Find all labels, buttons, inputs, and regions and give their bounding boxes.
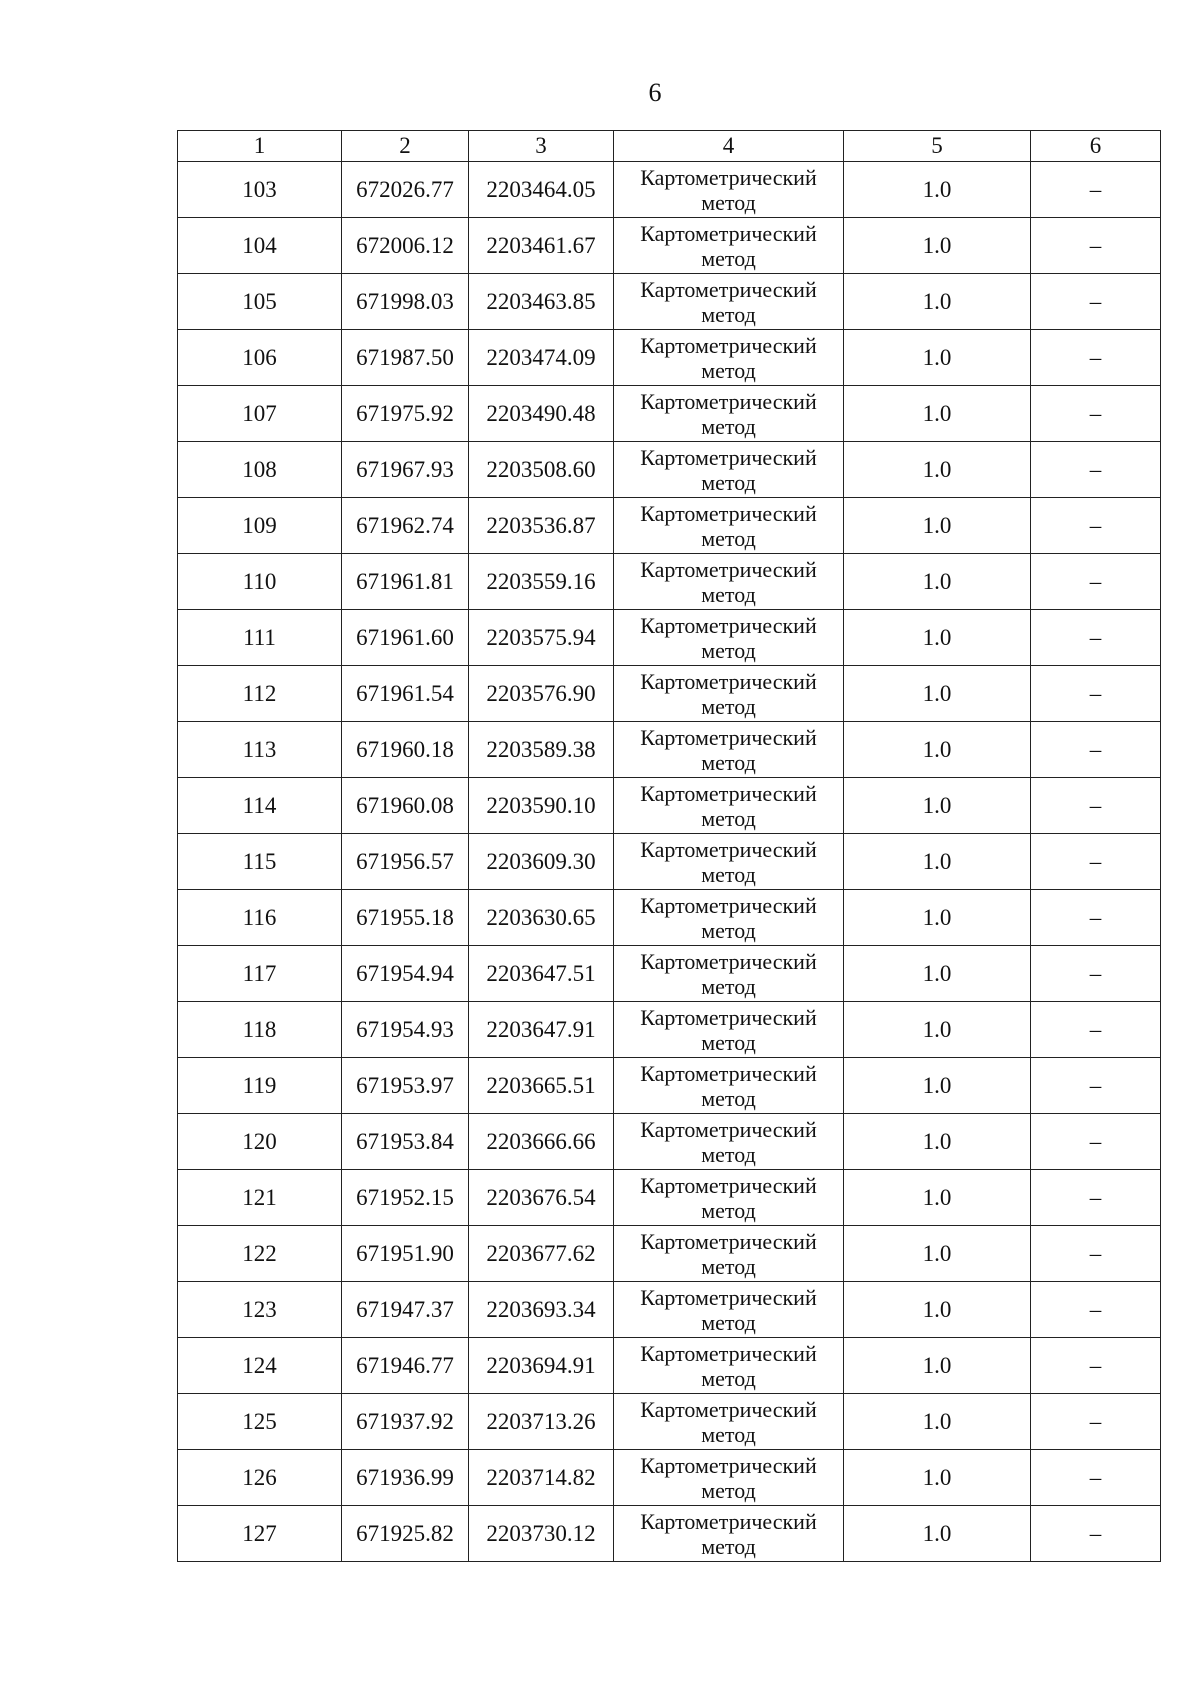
method-line-2: метод [701, 973, 756, 999]
y-coordinate-cell: 2203559.16 [469, 554, 614, 610]
method-line-2: метод [701, 1085, 756, 1111]
method-line-2: метод [701, 1365, 756, 1391]
table-row [178, 722, 1161, 778]
y-coordinate-cell: 2203464.05 [469, 162, 614, 218]
note-cell: – [1031, 1170, 1161, 1226]
note-cell: – [1031, 162, 1161, 218]
note-cell: – [1031, 1338, 1161, 1394]
accuracy-cell: 1.0 [844, 386, 1031, 442]
x-coordinate-cell: 671975.92 [342, 386, 469, 442]
x-coordinate-cell: 671946.77 [342, 1338, 469, 1394]
y-coordinate-cell: 2203665.51 [469, 1058, 614, 1114]
accuracy-cell: 1.0 [844, 1058, 1031, 1114]
accuracy-cell: 1.0 [844, 1282, 1031, 1338]
y-coordinate-cell: 2203630.65 [469, 890, 614, 946]
accuracy-cell: 1.0 [844, 946, 1031, 1002]
accuracy-cell: 1.0 [844, 554, 1031, 610]
method-line-1: Картометрический [640, 276, 817, 302]
method-line-2: метод [701, 245, 756, 271]
page-number: 6 [648, 78, 662, 107]
method-line-2: метод [701, 1197, 756, 1223]
accuracy-cell: 1.0 [844, 1338, 1031, 1394]
table-row [178, 666, 1161, 722]
note-cell: – [1031, 890, 1161, 946]
note-cell: – [1031, 554, 1161, 610]
method-line-1: Картометрический [640, 1284, 817, 1310]
table-row [178, 610, 1161, 666]
table-row [178, 1170, 1161, 1226]
note-cell: – [1031, 1114, 1161, 1170]
method-cell [614, 274, 844, 330]
x-coordinate-cell: 671956.57 [342, 834, 469, 890]
note-cell: – [1031, 1002, 1161, 1058]
point-number-cell: 116 [178, 890, 342, 946]
note-cell: – [1031, 666, 1161, 722]
x-coordinate-cell: 671953.84 [342, 1114, 469, 1170]
point-number-cell: 113 [178, 722, 342, 778]
table-row [178, 1338, 1161, 1394]
method-line-1: Картометрический [640, 556, 817, 582]
method-cell [614, 1338, 844, 1394]
accuracy-cell: 1.0 [844, 274, 1031, 330]
method-line-1: Картометрический [640, 1396, 817, 1422]
method-line-2: метод [701, 1421, 756, 1447]
table-row [178, 386, 1161, 442]
note-cell: – [1031, 1450, 1161, 1506]
point-number-cell: 103 [178, 162, 342, 218]
x-coordinate-cell: 672006.12 [342, 218, 469, 274]
method-line-1: Картометрический [640, 1508, 817, 1534]
y-coordinate-cell: 2203694.91 [469, 1338, 614, 1394]
method-line-2: метод [701, 189, 756, 215]
method-cell [614, 1058, 844, 1114]
table-row [178, 1226, 1161, 1282]
y-coordinate-cell: 2203730.12 [469, 1506, 614, 1562]
accuracy-cell: 1.0 [844, 1450, 1031, 1506]
y-coordinate-cell: 2203647.51 [469, 946, 614, 1002]
method-line-2: метод [701, 525, 756, 551]
method-line-1: Картометрический [640, 388, 817, 414]
method-line-2: метод [701, 469, 756, 495]
method-line-1: Картометрический [640, 500, 817, 526]
y-coordinate-cell: 2203693.34 [469, 1282, 614, 1338]
method-line-2: метод [701, 413, 756, 439]
table-row [178, 1282, 1161, 1338]
table-row [178, 1002, 1161, 1058]
point-number-cell: 121 [178, 1170, 342, 1226]
y-coordinate-cell: 2203536.87 [469, 498, 614, 554]
table-body [178, 162, 1161, 1562]
accuracy-cell: 1.0 [844, 722, 1031, 778]
method-line-1: Картометрический [640, 668, 817, 694]
method-cell [614, 610, 844, 666]
y-coordinate-cell: 2203713.26 [469, 1394, 614, 1450]
method-line-2: метод [701, 917, 756, 943]
point-number-cell: 127 [178, 1506, 342, 1562]
x-coordinate-cell: 671952.15 [342, 1170, 469, 1226]
x-coordinate-cell: 671937.92 [342, 1394, 469, 1450]
method-line-2: метод [701, 637, 756, 663]
table-row [178, 1506, 1161, 1562]
y-coordinate-cell: 2203576.90 [469, 666, 614, 722]
x-coordinate-cell: 671953.97 [342, 1058, 469, 1114]
method-line-1: Картометрический [640, 1004, 817, 1030]
method-line-2: метод [701, 357, 756, 383]
point-number-cell: 122 [178, 1226, 342, 1282]
method-cell [614, 1282, 844, 1338]
note-cell: – [1031, 330, 1161, 386]
header-cell-6: 6 [1031, 131, 1161, 162]
y-coordinate-cell: 2203575.94 [469, 610, 614, 666]
header-cell-5: 5 [844, 131, 1031, 162]
method-line-2: метод [701, 1253, 756, 1279]
point-number-cell: 115 [178, 834, 342, 890]
point-number-cell: 111 [178, 610, 342, 666]
method-line-1: Картометрический [640, 1452, 817, 1478]
accuracy-cell: 1.0 [844, 1506, 1031, 1562]
method-cell [614, 442, 844, 498]
method-cell [614, 162, 844, 218]
accuracy-cell: 1.0 [844, 1394, 1031, 1450]
method-cell [614, 218, 844, 274]
method-cell [614, 1170, 844, 1226]
method-line-1: Картометрический [640, 444, 817, 470]
point-number-cell: 118 [178, 1002, 342, 1058]
table-row [178, 218, 1161, 274]
x-coordinate-cell: 671961.81 [342, 554, 469, 610]
method-cell [614, 722, 844, 778]
note-cell: – [1031, 1282, 1161, 1338]
x-coordinate-cell: 671954.93 [342, 1002, 469, 1058]
point-number-cell: 117 [178, 946, 342, 1002]
method-cell [614, 946, 844, 1002]
note-cell: – [1031, 610, 1161, 666]
method-line-2: метод [701, 1477, 756, 1503]
accuracy-cell: 1.0 [844, 498, 1031, 554]
method-line-2: метод [701, 301, 756, 327]
x-coordinate-cell: 671961.60 [342, 610, 469, 666]
y-coordinate-cell: 2203676.54 [469, 1170, 614, 1226]
note-cell: – [1031, 778, 1161, 834]
accuracy-cell: 1.0 [844, 1226, 1031, 1282]
point-number-cell: 110 [178, 554, 342, 610]
note-cell: – [1031, 834, 1161, 890]
point-number-cell: 106 [178, 330, 342, 386]
y-coordinate-cell: 2203474.09 [469, 330, 614, 386]
method-line-1: Картометрический [640, 948, 817, 974]
method-cell [614, 1450, 844, 1506]
note-cell: – [1031, 274, 1161, 330]
y-coordinate-cell: 2203647.91 [469, 1002, 614, 1058]
note-cell: – [1031, 1506, 1161, 1562]
table-row [178, 274, 1161, 330]
y-coordinate-cell: 2203490.48 [469, 386, 614, 442]
header-cell-2: 2 [342, 131, 469, 162]
x-coordinate-cell: 671987.50 [342, 330, 469, 386]
point-number-cell: 126 [178, 1450, 342, 1506]
x-coordinate-cell: 671960.18 [342, 722, 469, 778]
y-coordinate-cell: 2203461.67 [469, 218, 614, 274]
method-line-1: Картометрический [640, 332, 817, 358]
accuracy-cell: 1.0 [844, 218, 1031, 274]
x-coordinate-cell: 671960.08 [342, 778, 469, 834]
note-cell: – [1031, 386, 1161, 442]
note-cell: – [1031, 722, 1161, 778]
method-line-2: метод [701, 749, 756, 775]
table-row [178, 498, 1161, 554]
table-row [178, 1450, 1161, 1506]
method-cell [614, 666, 844, 722]
accuracy-cell: 1.0 [844, 162, 1031, 218]
method-cell [614, 1002, 844, 1058]
x-coordinate-cell: 671951.90 [342, 1226, 469, 1282]
x-coordinate-cell: 671961.54 [342, 666, 469, 722]
note-cell: – [1031, 218, 1161, 274]
x-coordinate-cell: 671955.18 [342, 890, 469, 946]
method-line-1: Картометрический [640, 724, 817, 750]
point-number-cell: 124 [178, 1338, 342, 1394]
y-coordinate-cell: 2203609.30 [469, 834, 614, 890]
method-line-1: Картометрический [640, 1172, 817, 1198]
method-line-2: метод [701, 805, 756, 831]
point-number-cell: 125 [178, 1394, 342, 1450]
method-line-1: Картометрический [640, 612, 817, 638]
y-coordinate-cell: 2203589.38 [469, 722, 614, 778]
header-cell-4: 4 [614, 131, 844, 162]
header-cell-3: 3 [469, 131, 614, 162]
method-line-1: Картометрический [640, 1116, 817, 1142]
table-row [178, 162, 1161, 218]
table-row [178, 890, 1161, 946]
method-line-2: метод [701, 1533, 756, 1559]
point-number-cell: 114 [178, 778, 342, 834]
method-cell [614, 386, 844, 442]
note-cell: – [1031, 1058, 1161, 1114]
method-cell [614, 330, 844, 386]
note-cell: – [1031, 1394, 1161, 1450]
accuracy-cell: 1.0 [844, 1002, 1031, 1058]
method-line-1: Картометрический [640, 892, 817, 918]
note-cell: – [1031, 498, 1161, 554]
table-row [178, 834, 1161, 890]
point-number-cell: 112 [178, 666, 342, 722]
x-coordinate-cell: 671962.74 [342, 498, 469, 554]
table-row [178, 946, 1161, 1002]
point-number-cell: 120 [178, 1114, 342, 1170]
method-cell [614, 834, 844, 890]
table-header [178, 131, 1161, 162]
point-number-cell: 109 [178, 498, 342, 554]
method-cell [614, 1114, 844, 1170]
point-number-cell: 107 [178, 386, 342, 442]
method-cell [614, 1394, 844, 1450]
table-row [178, 1394, 1161, 1450]
y-coordinate-cell: 2203508.60 [469, 442, 614, 498]
method-line-1: Картометрический [640, 780, 817, 806]
point-number-cell: 105 [178, 274, 342, 330]
y-coordinate-cell: 2203714.82 [469, 1450, 614, 1506]
x-coordinate-cell: 671947.37 [342, 1282, 469, 1338]
accuracy-cell: 1.0 [844, 666, 1031, 722]
point-number-cell: 108 [178, 442, 342, 498]
method-line-1: Картометрический [640, 1060, 817, 1086]
x-coordinate-cell: 671925.82 [342, 1506, 469, 1562]
method-line-2: метод [701, 581, 756, 607]
method-line-2: метод [701, 1309, 756, 1335]
coordinates-table [177, 130, 1161, 1562]
point-number-cell: 119 [178, 1058, 342, 1114]
x-coordinate-cell: 672026.77 [342, 162, 469, 218]
method-cell [614, 890, 844, 946]
method-line-1: Картометрический [640, 1228, 817, 1254]
accuracy-cell: 1.0 [844, 1114, 1031, 1170]
note-cell: – [1031, 1226, 1161, 1282]
accuracy-cell: 1.0 [844, 330, 1031, 386]
accuracy-cell: 1.0 [844, 834, 1031, 890]
method-line-1: Картометрический [640, 220, 817, 246]
table-row [178, 1114, 1161, 1170]
x-coordinate-cell: 671936.99 [342, 1450, 469, 1506]
y-coordinate-cell: 2203590.10 [469, 778, 614, 834]
method-line-1: Картометрический [640, 836, 817, 862]
header-cell-1: 1 [178, 131, 342, 162]
method-line-2: метод [701, 1141, 756, 1167]
method-cell [614, 1226, 844, 1282]
method-line-2: метод [701, 861, 756, 887]
y-coordinate-cell: 2203463.85 [469, 274, 614, 330]
method-cell [614, 554, 844, 610]
method-line-2: метод [701, 1029, 756, 1055]
accuracy-cell: 1.0 [844, 442, 1031, 498]
y-coordinate-cell: 2203677.62 [469, 1226, 614, 1282]
table-row [178, 330, 1161, 386]
accuracy-cell: 1.0 [844, 610, 1031, 666]
note-cell: – [1031, 946, 1161, 1002]
accuracy-cell: 1.0 [844, 1170, 1031, 1226]
y-coordinate-cell: 2203666.66 [469, 1114, 614, 1170]
table-row [178, 554, 1161, 610]
method-cell [614, 498, 844, 554]
accuracy-cell: 1.0 [844, 890, 1031, 946]
method-cell [614, 1506, 844, 1562]
point-number-cell: 104 [178, 218, 342, 274]
x-coordinate-cell: 671998.03 [342, 274, 469, 330]
note-cell: – [1031, 442, 1161, 498]
method-line-1: Картометрический [640, 1340, 817, 1366]
point-number-cell: 123 [178, 1282, 342, 1338]
x-coordinate-cell: 671954.94 [342, 946, 469, 1002]
accuracy-cell: 1.0 [844, 778, 1031, 834]
table-row [178, 778, 1161, 834]
method-line-2: метод [701, 693, 756, 719]
method-line-1: Картометрический [640, 164, 817, 190]
table-row [178, 1058, 1161, 1114]
method-cell [614, 778, 844, 834]
header-row [178, 131, 1161, 162]
x-coordinate-cell: 671967.93 [342, 442, 469, 498]
table-row [178, 442, 1161, 498]
